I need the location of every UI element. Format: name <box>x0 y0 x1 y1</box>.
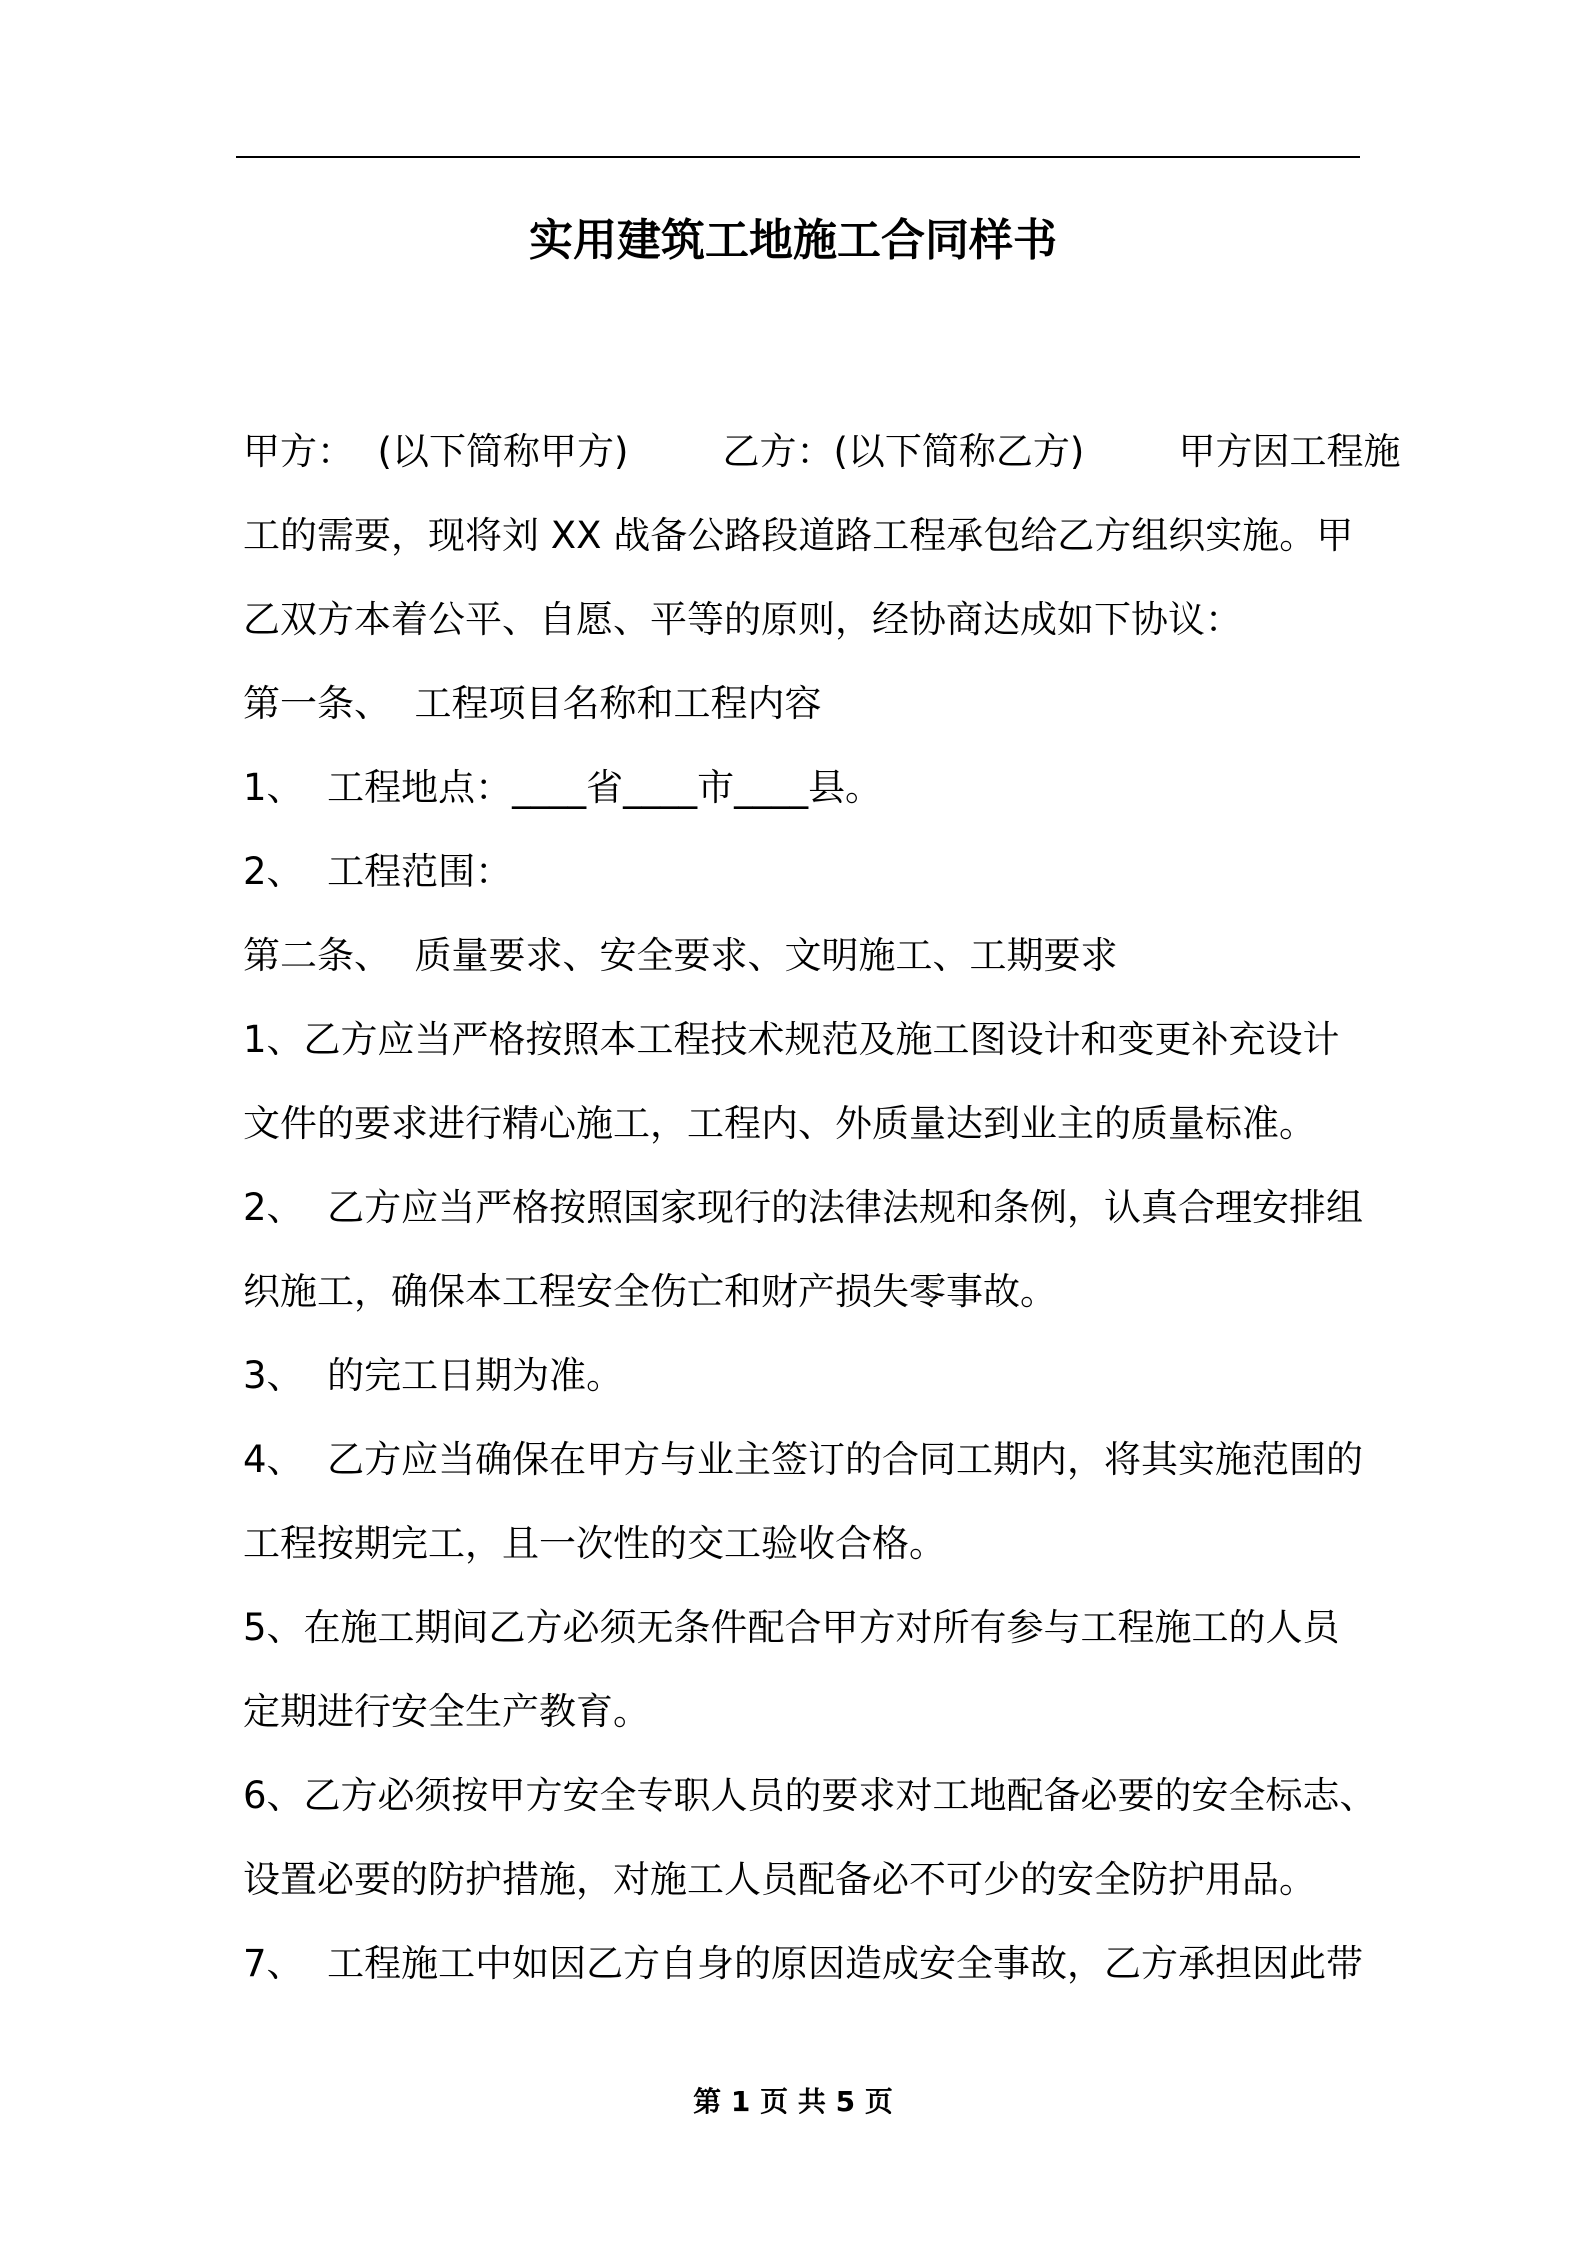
text-line: 织施工，确保本工程安全伤亡和财产损失零事故。 <box>243 1270 1057 1313</box>
text-line: 定期进行安全生产教育。 <box>243 1690 650 1733</box>
text-line: 3、 的完工日期为准。 <box>243 1354 624 1397</box>
text-line: 5、在施工期间乙方必须无条件配合甲方对所有参与工程施工的人员 <box>243 1606 1340 1649</box>
text-line: 工程按期完工，且一次性的交工验收合格。 <box>243 1522 946 1565</box>
header-rule <box>236 156 1360 158</box>
document-title: 实用建筑工地施工合同样书 <box>529 215 1057 266</box>
text-line: 甲方： (以下简称甲方) 乙方：(以下简称乙方) 甲方因工程施 <box>243 430 1401 473</box>
text-line: 2、 工程范围： <box>243 850 513 893</box>
contract-body <box>243 410 1401 2006</box>
text-line: 4、 乙方应当确保在甲方与业主签订的合同工期内，将其实施范围的 <box>243 1438 1364 1481</box>
text-line: 乙双方本着公平、自愿、平等的原则，经协商达成如下协议： <box>243 598 1242 641</box>
article-heading: 第二条、 质量要求、安全要求、文明施工、工期要求 <box>243 934 1118 977</box>
text-line: 1、乙方应当严格按照本工程技术规范及施工图设计和变更补充设计 <box>243 1018 1340 1061</box>
text-line: 2、 乙方应当严格按照国家现行的法律法规和条例，认真合理安排组 <box>243 1186 1364 1229</box>
text-line: 7、 工程施工中如因乙方自身的原因造成安全事故，乙方承担因此带 <box>243 1942 1364 1985</box>
article-heading: 第一条、 工程项目名称和工程内容 <box>243 682 822 725</box>
text-line: 文件的要求进行精心施工，工程内、外质量达到业主的质量标准。 <box>243 1102 1316 1145</box>
text-line: 1、 工程地点：____省____市____县。 <box>243 766 883 809</box>
text-line: 工的需要，现将刘 XX 战备公路段道路工程承包给乙方组织实施。甲 <box>243 514 1354 557</box>
page-number: 第 1 页 共 5 页 <box>693 2085 893 2118</box>
text-line: 设置必要的防护措施，对施工人员配备必不可少的安全防护用品。 <box>243 1858 1316 1901</box>
text-line: 6、乙方必须按甲方安全专职人员的要求对工地配备必要的安全标志、 <box>243 1774 1377 1817</box>
